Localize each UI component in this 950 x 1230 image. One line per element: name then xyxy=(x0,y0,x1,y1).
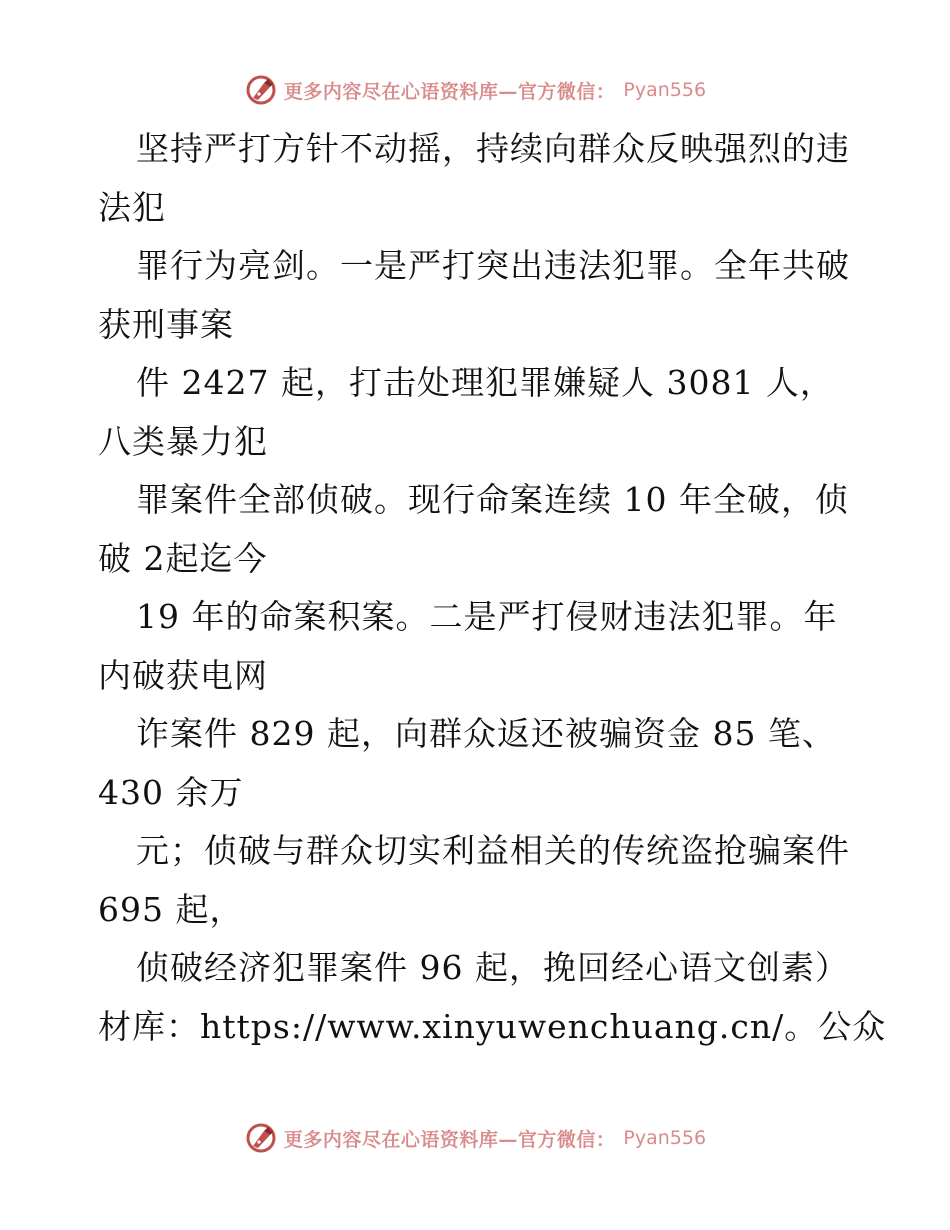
body-line: 法犯 xyxy=(98,187,166,227)
watermark-wechat-id: Pyan556 xyxy=(623,1127,707,1149)
body-line: 诈案件 829 起，向群众返还被骗资金 85 笔、 xyxy=(136,714,836,753)
pen-nib-circle-icon xyxy=(244,1121,278,1155)
document-body xyxy=(98,120,887,1056)
pen-nib-circle-icon xyxy=(244,73,278,107)
page-footer-watermark xyxy=(0,1118,950,1158)
body-line: 695 起， xyxy=(98,889,244,929)
body-line: 内破获电网 xyxy=(98,655,268,695)
page-header-watermark xyxy=(0,70,950,110)
body-line: 元；侦破与群众切实利益相关的传统盗抢骗案件 xyxy=(136,831,850,870)
body-line: 罪行为亮剑。一是严打突出违法犯罪。全年共破 xyxy=(136,246,850,285)
body-line: 430 余万 xyxy=(98,772,244,812)
body-line: 获刑事案 xyxy=(98,304,234,344)
body-line: 侦破经济犯罪案件 96 起，挽回经心语文创素） xyxy=(136,948,849,987)
body-line: 件 2427 起，打击处理犯罪嫌疑人 3081 人， xyxy=(136,363,834,402)
watermark-text: 更多内容尽在心语资料库—官方微信： xyxy=(283,80,616,103)
watermark-banner xyxy=(244,73,706,107)
body-line: 破 2起迄今 xyxy=(98,538,268,578)
body-line: 八类暴力犯 xyxy=(98,421,268,461)
body-line: 罪案件全部侦破。现行命案连续 10 年全破，侦 xyxy=(136,480,849,519)
body-line: 坚持严打方针不动摇，持续向群众反映强烈的违 xyxy=(136,129,850,168)
watermark-banner xyxy=(244,1121,706,1155)
watermark-text: 更多内容尽在心语资料库—官方微信： xyxy=(283,1128,616,1151)
body-line: 19 年的命案积案。二是严打侵财违法犯罪。年 xyxy=(136,597,838,636)
body-line: 材库：https://www.xinyuwenchuang.cn/。公众 xyxy=(98,1006,887,1046)
watermark-wechat-id: Pyan556 xyxy=(623,79,707,101)
